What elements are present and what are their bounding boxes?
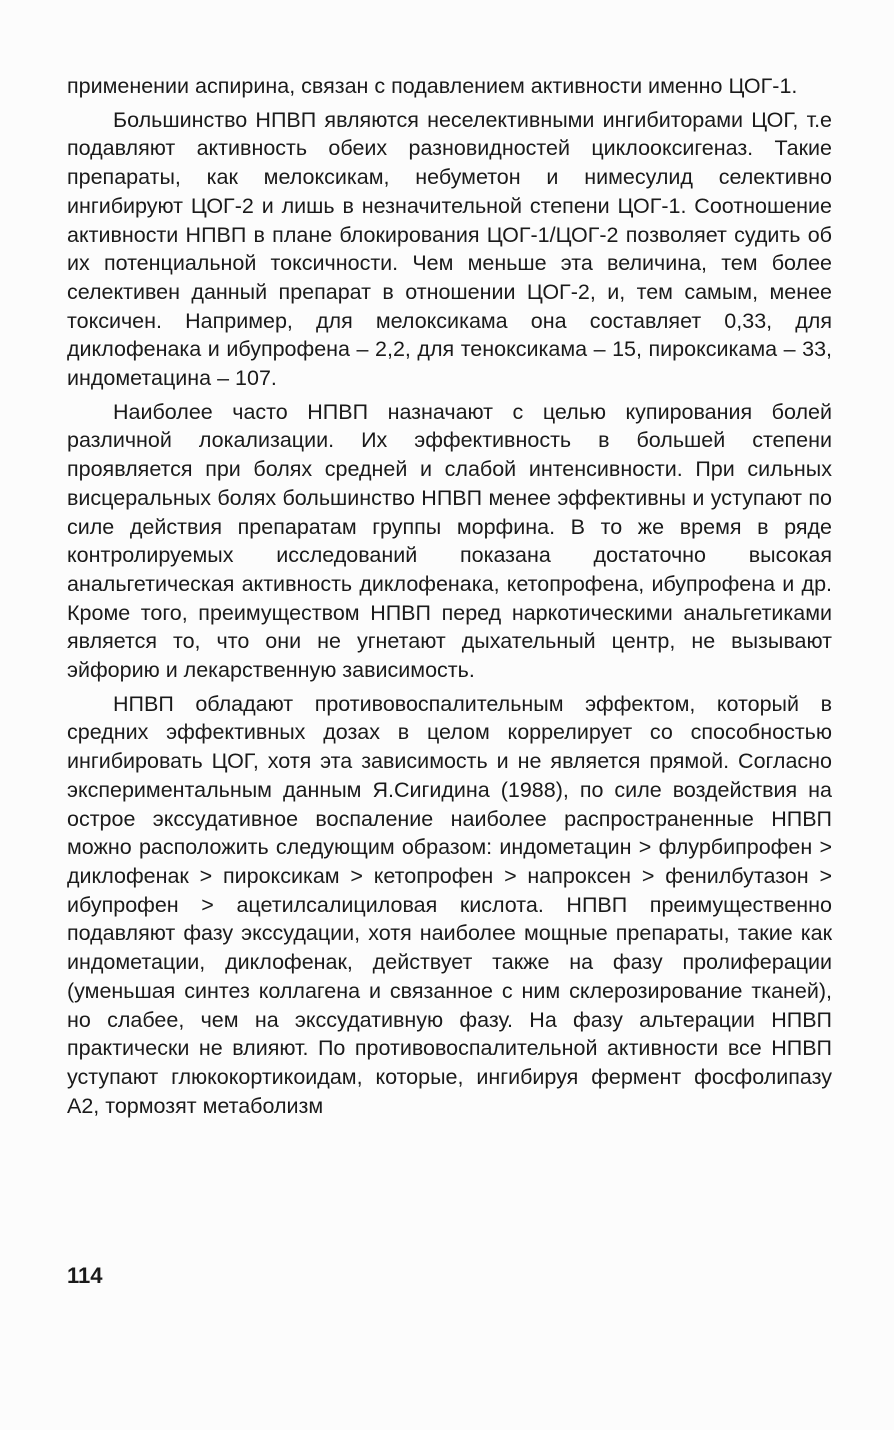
paragraph-anti-inflammatory-effect: НПВП обладают противовоспалительным эффектом, который в средних эффективных дозах в целом коррелирует со способностью ингибировать ЦОГ, хотя эта зависимость и не является прямой. Согласно экспериментальным данным Я.Сигидина (1988), по силе воздействия на острое экссудативное воспаление наиболее распространенные НПВП можно расположить следующим образом: индометацин > флурбипрофен > диклофенак > пироксикам > кетопрофен > напроксен > фенилбутазон > ибупрофен > ацетилсалициловая кислота. НПВП преимущественно подавляют фазу экссудации, хотя наиболее мощные препараты, такие как индометации, диклофенак, действует также на фазу пролиферации (уменьшая синтез коллагена и связанное с ним склерозирование тканей), но слабее, чем на экссудативную фазу. На фазу альтерации НПВП практически не влияют. По противовоспалительной активности все НПВП уступают глюкокортикоидам, которые, ингибируя фермент фосфолипазу А2, тормозят метаболизм <box>67 691 832 1118</box>
paragraph-cox-selectivity: Большинство НПВП являются неселективными ингибиторами ЦОГ, т.е подавляют активность обеих разновидностей циклооксигеназ. Такие препараты, как мелоксикам, небуметон и нимесулид селективно ингибируют ЦОГ-2 и лишь в незначительной степени ЦОГ-1. Соотношение активности НПВП в плане блокирования ЦОГ-1/ЦОГ-2 позволяет судить об их потенциальной токсичности. Чем меньше эта величина, тем более селективен данный препарат в отношении ЦОГ-2, и, тем самым, менее токсичен. Например, для мелоксикама она составляет 0,33, для диклофенака и ибупрофена – 2,2, для теноксикама – 15, пироксикама – 33, индометацина – 107. <box>67 107 832 391</box>
body-text <box>67 72 832 1120</box>
paragraph-continuation: применении аспирина, связан с подавлением активности именно ЦОГ-1. <box>67 74 798 98</box>
page-number: 114 <box>67 1263 103 1288</box>
paragraph-analgesic-effect: Наиболее часто НПВП назначают с целью купирования болей различной локализации. Их эффективность в большей степени проявляется при болях средней и слабой интенсивности. При сильных висцеральных болях большинство НПВП менее эффективны и уступают по силе действия препаратам группы морфина. В то же время в ряде контролируемых исследований показана достаточно высокая анальгетическая активность диклофенака, кетопрофена, ибупрофена и др. Кроме того, преимуществом НПВП перед наркотическими анальгетиками является то, что они не угнетают дыхательный центр, не вызывают эйфорию и лекарственную зависимость. <box>67 399 832 683</box>
